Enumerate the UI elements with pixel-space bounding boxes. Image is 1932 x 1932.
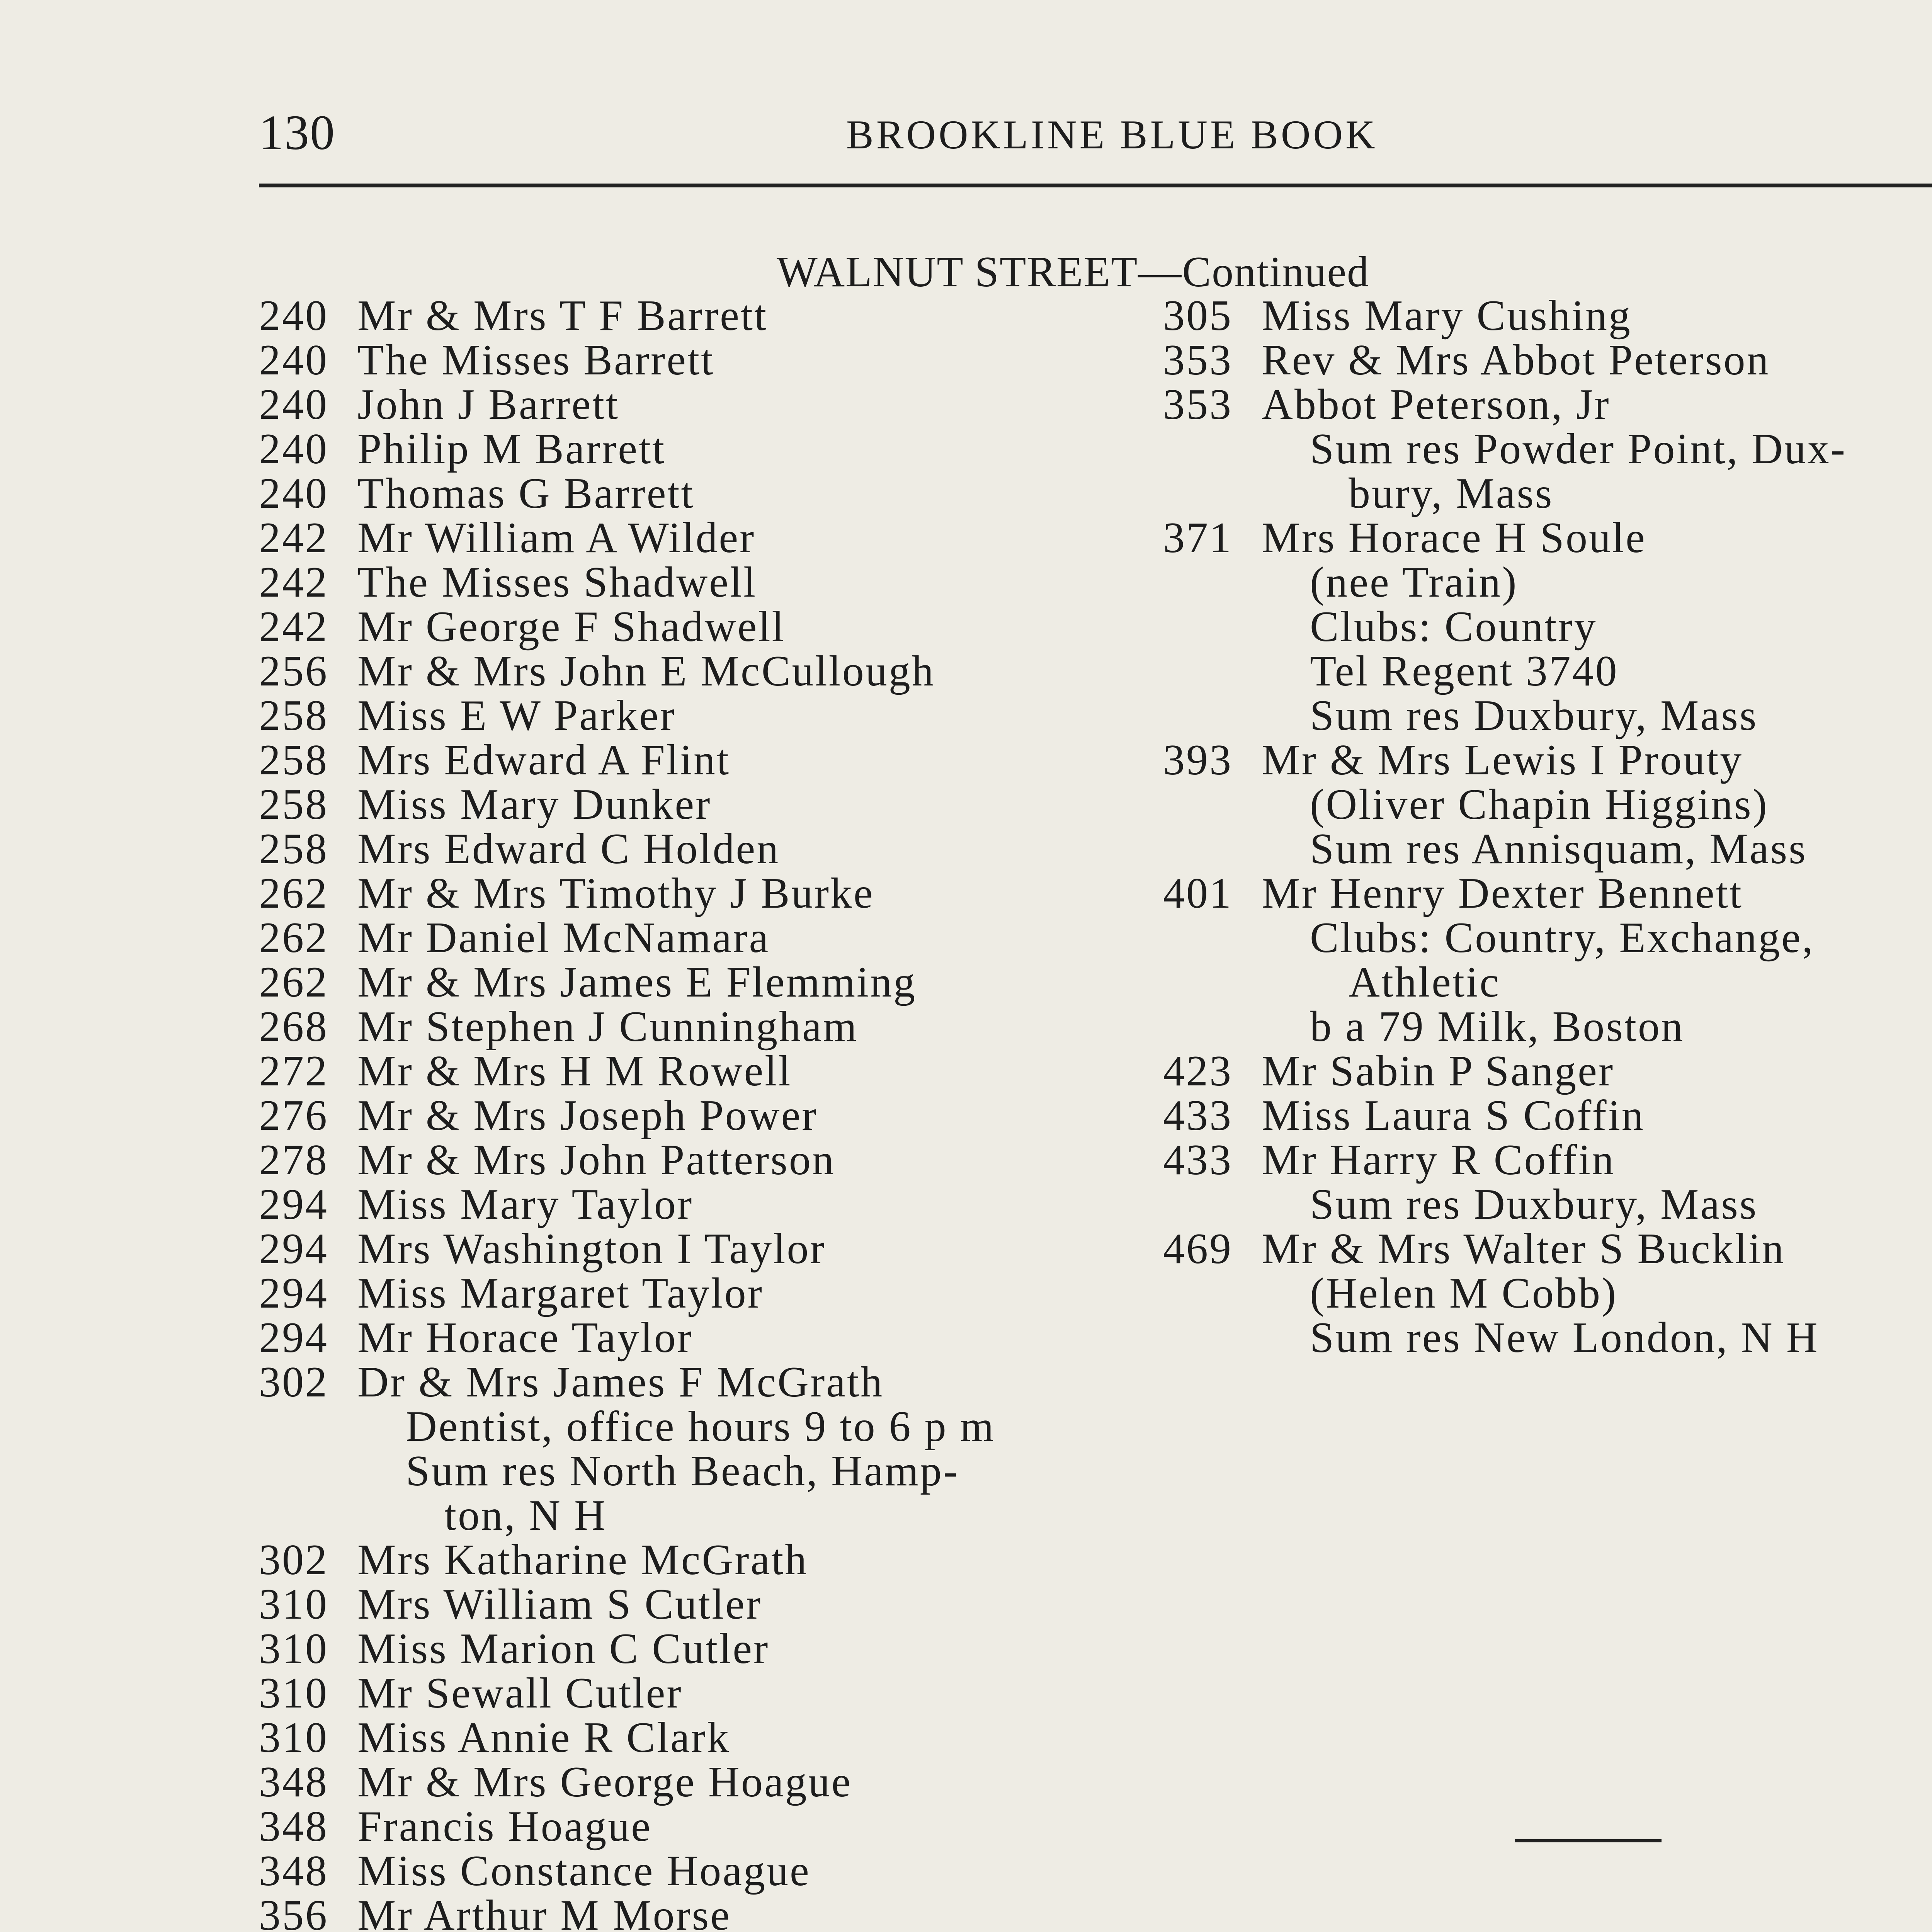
directory-entry: [259, 1005, 1117, 1049]
entry-continuation: [259, 1449, 1117, 1493]
directory-entry: [259, 1893, 1117, 1932]
entry-continuation: [1163, 694, 1932, 738]
directory-entry: [1163, 338, 1932, 383]
house-number: 294: [259, 1314, 328, 1362]
resident-name: Abbot Peterson, Jr: [1262, 381, 1611, 429]
resident-name: John J Barrett: [357, 381, 620, 429]
entry-detail: Tel Regent 3740: [1310, 647, 1619, 695]
directory-entry: [259, 782, 1117, 827]
directory-entry: [259, 1094, 1117, 1138]
directory-entry: [259, 294, 1117, 338]
directory-entry: [1163, 1049, 1932, 1094]
entry-continuation: [259, 1493, 1117, 1538]
house-number: 433: [1163, 1136, 1233, 1184]
resident-name: Mr & Mrs George Hoague: [357, 1758, 852, 1806]
entry-detail: bury, Mass: [1349, 469, 1554, 517]
entry-detail: Sum res Annisquam, Mass: [1310, 825, 1807, 873]
directory-entry: [259, 560, 1117, 605]
resident-name: The Misses Shadwell: [357, 558, 757, 606]
resident-name: Dr & Mrs James F McGrath: [357, 1358, 884, 1406]
resident-name: Rev & Mrs Abbot Peterson: [1262, 336, 1770, 384]
directory-entry: [1163, 1138, 1932, 1182]
house-number: 278: [259, 1136, 328, 1184]
house-number: 240: [259, 292, 328, 340]
house-number: 348: [259, 1847, 328, 1895]
entry-detail: Sum res Duxbury, Mass: [1310, 1180, 1758, 1228]
entry-detail: Clubs: Country, Exchange,: [1310, 914, 1815, 962]
entry-continuation: [1163, 471, 1932, 516]
entry-continuation: [1163, 1271, 1932, 1316]
directory-entry: [259, 649, 1117, 694]
entry-continuation: [1163, 1182, 1932, 1227]
section-divider: [1515, 1839, 1662, 1842]
directory-entry: [259, 1849, 1117, 1893]
resident-name: Miss Mary Taylor: [357, 1180, 694, 1228]
house-number: 353: [1163, 336, 1233, 384]
resident-name: Miss Mary Cushing: [1262, 292, 1632, 340]
directory-entry: [259, 960, 1117, 1005]
house-number: 356: [259, 1891, 328, 1932]
house-number: 240: [259, 336, 328, 384]
directory-entry: [259, 383, 1117, 427]
entry-detail: b a 79 Milk, Boston: [1310, 1003, 1684, 1051]
page-header: [259, 104, 1932, 162]
house-number: 262: [259, 869, 328, 917]
house-number: 262: [259, 914, 328, 962]
resident-name: Mrs William S Cutler: [357, 1580, 762, 1628]
house-number: 242: [259, 514, 328, 562]
resident-name: The Misses Barrett: [357, 336, 715, 384]
resident-name: Mr & Mrs Walter S Bucklin: [1262, 1225, 1786, 1273]
right-column: [1163, 294, 1932, 1360]
entry-continuation: [1163, 560, 1932, 605]
resident-name: Mrs Edward A Flint: [357, 736, 730, 784]
house-number: 302: [259, 1358, 328, 1406]
entry-continuation: [1163, 1316, 1932, 1360]
entry-detail: ton, N H: [444, 1492, 607, 1539]
house-number: 310: [259, 1580, 328, 1628]
resident-name: Mr & Mrs H M Rowell: [357, 1047, 792, 1095]
resident-name: Philip M Barrett: [357, 425, 666, 473]
entry-detail: (Helen M Cobb): [1310, 1269, 1618, 1317]
house-number: 401: [1163, 869, 1233, 917]
resident-name: Mr Sabin P Sanger: [1262, 1047, 1615, 1095]
resident-name: Mr William A Wilder: [357, 514, 756, 562]
house-number: 310: [259, 1669, 328, 1717]
entry-continuation: [1163, 1005, 1932, 1049]
resident-name: Mr Horace Taylor: [357, 1314, 693, 1362]
entry-detail: (Oliver Chapin Higgins): [1310, 781, 1769, 828]
resident-name: Mr & Mrs T F Barrett: [357, 292, 768, 340]
directory-entry: [259, 1271, 1117, 1316]
resident-name: Mrs Katharine McGrath: [357, 1536, 808, 1584]
entry-continuation: [259, 1405, 1117, 1449]
directory-entry: [259, 1627, 1117, 1671]
resident-name: Mr Stephen J Cunningham: [357, 1003, 858, 1051]
directory-entry: [1163, 1094, 1932, 1138]
resident-name: Mrs Horace H Soule: [1262, 514, 1646, 562]
resident-name: Mr & Mrs James E Flemming: [357, 958, 917, 1006]
entry-detail: Clubs: Country: [1310, 603, 1597, 651]
directory-entry: [259, 1760, 1117, 1804]
directory-entry: [259, 338, 1117, 383]
entry-continuation: [1163, 649, 1932, 694]
directory-entry: [259, 1716, 1117, 1760]
directory-entry: [1163, 1227, 1932, 1271]
directory-entry: [259, 916, 1117, 960]
resident-name: Mrs Edward C Holden: [357, 825, 780, 873]
entry-continuation: [1163, 782, 1932, 827]
resident-name: Miss Laura S Coffin: [1262, 1092, 1645, 1139]
resident-name: Miss Mary Dunker: [357, 781, 712, 828]
house-number: 240: [259, 381, 328, 429]
house-number: 302: [259, 1536, 328, 1584]
directory-entry: [259, 1227, 1117, 1271]
house-number: 242: [259, 558, 328, 606]
entry-detail: Sum res New London, N H: [1310, 1314, 1819, 1362]
directory-entry: [1163, 294, 1932, 338]
section-heading: WALNUT STREET—Continued: [777, 248, 1370, 296]
house-number: 423: [1163, 1047, 1233, 1095]
house-number: 240: [259, 469, 328, 517]
directory-entry: [259, 516, 1117, 560]
header-rule: [259, 184, 1932, 187]
entry-continuation: [1163, 605, 1932, 649]
house-number: 240: [259, 425, 328, 473]
resident-name: Mr & Mrs Timothy J Burke: [357, 869, 874, 917]
house-number: 310: [259, 1714, 328, 1762]
resident-name: Mr Harry R Coffin: [1262, 1136, 1616, 1184]
directory-entry: [259, 738, 1117, 782]
house-number: 258: [259, 825, 328, 873]
house-number: 294: [259, 1225, 328, 1273]
house-number: 294: [259, 1269, 328, 1317]
resident-name: Mr & Mrs Joseph Power: [357, 1092, 818, 1139]
directory-entry: [259, 605, 1117, 649]
entry-continuation: [1163, 427, 1932, 471]
house-number: 371: [1163, 514, 1233, 562]
house-number: 242: [259, 603, 328, 651]
house-number: 469: [1163, 1225, 1233, 1273]
directory-entry: [1163, 738, 1932, 782]
directory-entry: [259, 1582, 1117, 1627]
entry-continuation: [1163, 827, 1932, 871]
directory-entry: [259, 1360, 1117, 1405]
directory-entry: [1163, 383, 1932, 427]
entry-detail: (nee Train): [1310, 558, 1518, 606]
directory-entry: [259, 871, 1117, 916]
page-number: 130: [259, 105, 335, 160]
resident-name: Thomas G Barrett: [357, 469, 695, 517]
directory-entry: [1163, 516, 1932, 560]
resident-name: Mr & Mrs John Patterson: [357, 1136, 835, 1184]
entry-detail: Dentist, office hours 9 to 6 p m: [406, 1403, 995, 1451]
directory-entry: [259, 1316, 1117, 1360]
house-number: 256: [259, 647, 328, 695]
running-title: BROOKLINE BLUE BOOK: [846, 112, 1378, 157]
house-number: 272: [259, 1047, 328, 1095]
resident-name: Miss Constance Hoague: [357, 1847, 811, 1895]
house-number: 348: [259, 1803, 328, 1850]
house-number: 294: [259, 1180, 328, 1228]
house-number: 258: [259, 736, 328, 784]
directory-entry: [259, 1138, 1117, 1182]
resident-name: Mr Daniel McNamara: [357, 914, 770, 962]
house-number: 348: [259, 1758, 328, 1806]
resident-name: Mr & Mrs John E McCullough: [357, 647, 935, 695]
entry-detail: Sum res Duxbury, Mass: [1310, 692, 1758, 740]
resident-name: Miss Annie R Clark: [357, 1714, 730, 1762]
resident-name: Miss Margaret Taylor: [357, 1269, 764, 1317]
resident-name: Mr George F Shadwell: [357, 603, 786, 651]
resident-name: Mr & Mrs Lewis I Prouty: [1262, 736, 1743, 784]
directory-entry: [259, 827, 1117, 871]
house-number: 262: [259, 958, 328, 1006]
directory-entry: [259, 471, 1117, 516]
directory-entry: [259, 1538, 1117, 1582]
resident-name: Francis Hoague: [357, 1803, 652, 1850]
directory-entry: [259, 427, 1117, 471]
directory-entry: [1163, 871, 1932, 916]
entry-detail: Sum res North Beach, Hamp-: [406, 1447, 959, 1495]
house-number: 305: [1163, 292, 1233, 340]
resident-name: Mr Henry Dexter Bennett: [1262, 869, 1743, 917]
resident-name: Mr Sewall Cutler: [357, 1669, 683, 1717]
entry-continuation: [1163, 916, 1932, 960]
left-column: [259, 294, 1117, 1932]
entry-continuation: [1163, 960, 1932, 1005]
directory-entry: [259, 1671, 1117, 1716]
directory-entry: [259, 1182, 1117, 1227]
house-number: 258: [259, 692, 328, 740]
entry-detail: Sum res Powder Point, Dux-: [1310, 425, 1847, 473]
resident-name: Mrs Washington I Taylor: [357, 1225, 826, 1273]
entry-detail: Athletic: [1349, 958, 1500, 1006]
house-number: 310: [259, 1625, 328, 1673]
directory-entry: [259, 1804, 1117, 1849]
house-number: 433: [1163, 1092, 1233, 1139]
directory-entry: [259, 694, 1117, 738]
house-number: 276: [259, 1092, 328, 1139]
house-number: 268: [259, 1003, 328, 1051]
house-number: 258: [259, 781, 328, 828]
resident-name: Miss Marion C Cutler: [357, 1625, 770, 1673]
house-number: 393: [1163, 736, 1233, 784]
house-number: 353: [1163, 381, 1233, 429]
resident-name: Mr Arthur M Morse: [357, 1891, 731, 1932]
resident-name: Miss E W Parker: [357, 692, 676, 740]
directory-entry: [259, 1049, 1117, 1094]
